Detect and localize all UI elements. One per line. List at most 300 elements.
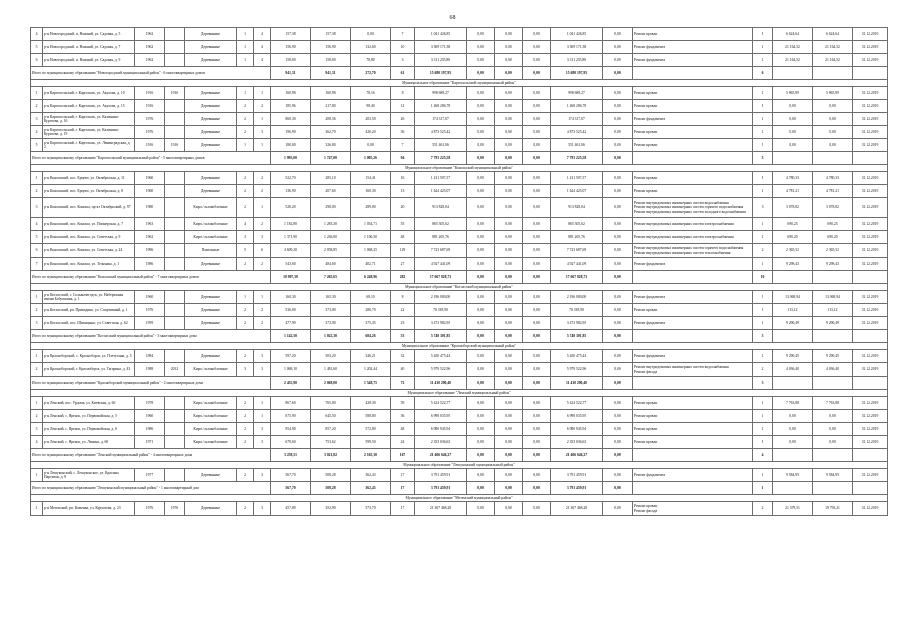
repair-cost: 1 268 286,78 — [415, 100, 467, 113]
fund-regional: 0,00 — [495, 291, 523, 304]
works-count: 1 — [753, 126, 773, 139]
works-count: 1 — [753, 87, 773, 100]
fund-local: 0,00 — [523, 54, 551, 67]
unit-cost — [773, 482, 813, 495]
total-area: 158,00 — [271, 54, 311, 67]
unit-cost: 9 290,49 — [773, 317, 813, 330]
living-area: 1 022,30 — [311, 330, 351, 343]
fund-federal: 0,00 — [467, 218, 495, 231]
entrances-count: 2 — [254, 185, 271, 198]
repair-cost: 913 828,04 — [415, 198, 467, 218]
completion-date: 31.12.2019 — [853, 502, 888, 516]
repair-works — [633, 218, 753, 231]
table-row — [31, 198, 888, 218]
row-number: 4 — [31, 28, 43, 41]
owners-funds: 3 311 235,80 — [551, 54, 603, 67]
owners-funds: 3 309 171,38 — [551, 41, 603, 54]
repair-cost: 70 318,90 — [415, 304, 467, 317]
other-funds: 0,00 — [603, 198, 633, 218]
works-count: 1 — [753, 291, 773, 304]
repair-cost: 11 430 290,40 — [415, 377, 467, 390]
fund-federal: 0,00 — [467, 423, 495, 436]
row-number: 1 — [31, 87, 43, 100]
total-row — [31, 449, 888, 462]
floors-count: 2 — [237, 317, 254, 330]
build-year: 1960 — [135, 172, 165, 185]
floors-count: 3 — [237, 363, 254, 377]
work-type: Ремонт фундамента — [634, 320, 666, 325]
living-area: 765,00 — [311, 397, 351, 410]
completion-date — [853, 449, 888, 462]
repair-works — [633, 28, 753, 41]
unit-cost — [773, 377, 813, 390]
last-repair-year: 1916 — [165, 87, 185, 100]
owned-area: 289,00 — [351, 198, 391, 218]
residents-count: 12 — [391, 100, 415, 113]
owned-area: 0,00 — [351, 28, 391, 41]
row-number: 6 — [31, 54, 43, 67]
unit-cost: 6 624,64 — [773, 28, 813, 41]
fund-regional: 0,00 — [495, 198, 523, 218]
max-unit-cost: 7 763,88 — [813, 397, 853, 410]
entrances-count: 2 — [254, 317, 271, 330]
repair-works — [633, 410, 753, 423]
build-year: 1976 — [135, 304, 165, 317]
fund-local: 0,00 — [523, 350, 551, 363]
owned-area: 2 165,30 — [351, 449, 391, 462]
residents-count: 59 — [391, 397, 415, 410]
owned-area: 1 068,25 — [351, 244, 391, 258]
other-funds: 0,00 — [603, 317, 633, 330]
total-label: Итого по муниципальному образованию "Новогородский муниципальный район" - 6 многоквартирных домов — [31, 67, 271, 80]
owned-area: 203,50 — [351, 113, 391, 126]
max-unit-cost: 21 164,52 — [813, 41, 853, 54]
house-address: р-н Ленский, пос. Урдома, ул. Киевская, д. 6б — [43, 397, 135, 410]
works-count: 6 — [753, 67, 773, 80]
max-unit-cost — [813, 152, 853, 165]
row-number: 5 — [31, 41, 43, 54]
total-row — [31, 152, 888, 165]
unit-cost: 21 379,51 — [773, 502, 813, 516]
other-funds: 0,00 — [603, 244, 633, 258]
repair-works — [633, 54, 753, 67]
section-title: Муниципальное образование "Коношский муниципальный район" — [31, 165, 888, 172]
work-type: Ремонт внутридомовых инженерных систем холодного водоснабжения — [634, 209, 746, 214]
living-area: 298,00 — [311, 198, 351, 218]
fund-regional: 0,00 — [495, 502, 523, 516]
completion-date: 31.12.2019 — [853, 231, 888, 244]
work-type: Ремонт внутридомовых инженерных систем теплоснабжения — [634, 250, 731, 255]
total-area: 136,90 — [271, 185, 311, 198]
section-header — [31, 284, 888, 291]
entrances-count: 1 — [254, 198, 271, 218]
owners-funds: 1 268 286,78 — [551, 100, 603, 113]
repair-cost: 21 307 468,28 — [415, 502, 467, 516]
max-unit-cost: 4 781,21 — [813, 185, 853, 198]
fund-federal: 0,00 — [467, 185, 495, 198]
house-address: р-н Котласский, рп. Приводино, ул. Спортивный, д. 1 — [43, 304, 135, 317]
table-row — [31, 185, 888, 198]
house-address: р-н Новогородский, п. Нижний, ул. Садовая, д. 7 — [43, 41, 135, 54]
repair-cost: 551 461,06 — [415, 139, 467, 152]
owned-area: 0,00 — [351, 139, 391, 152]
work-type: Ремонт кровли — [634, 142, 658, 147]
entrances-count: 2 — [254, 258, 271, 271]
other-funds: 0,00 — [603, 87, 633, 100]
fund-local: 0,00 — [523, 67, 551, 80]
fund-local: 0,00 — [523, 113, 551, 126]
owners-funds: 2 353 036,63 — [551, 436, 603, 449]
owned-area: 78,16 — [351, 87, 391, 100]
repair-cost: 2 196 000,00 — [415, 291, 467, 304]
total-area: 860,30 — [271, 113, 311, 126]
entrances-count: 2 — [254, 100, 271, 113]
repair-works — [633, 113, 753, 126]
repair-works — [633, 231, 753, 244]
total-row — [31, 271, 888, 284]
wall-material: Деревянные — [185, 41, 237, 54]
table-row — [31, 172, 888, 185]
unit-cost — [773, 67, 813, 80]
other-funds: 0,00 — [603, 139, 633, 152]
living-area: 3 021,82 — [311, 449, 351, 462]
table-row — [31, 436, 888, 449]
entrances-count: 3 — [254, 469, 271, 482]
table-row — [31, 350, 888, 363]
entrances-count: 3 — [254, 350, 271, 363]
unit-cost: 113,12 — [773, 304, 813, 317]
living-area: 857,20 — [311, 423, 351, 436]
max-unit-cost — [813, 377, 853, 390]
repair-cost: 174 317,07 — [415, 113, 467, 126]
section-title: Муниципальное образование "Ленский муниципальный район" — [31, 390, 888, 397]
floors-count: 2 — [237, 469, 254, 482]
last-repair-year: 2012 — [165, 363, 185, 377]
fund-regional: 0,00 — [495, 41, 523, 54]
residents-count: 72 — [391, 377, 415, 390]
completion-date: 31.12.2019 — [853, 41, 888, 54]
last-repair-year — [165, 218, 185, 231]
repair-works — [633, 198, 753, 218]
fund-federal: 0,00 — [467, 28, 495, 41]
work-type: Ремонт фундамента — [634, 44, 666, 49]
fund-federal: 0,00 — [467, 244, 495, 258]
other-funds: 0,00 — [603, 113, 633, 126]
wall-material: Кирп./ шлакоблочные — [185, 363, 237, 377]
living-area: 941,31 — [311, 67, 351, 80]
table-row — [31, 397, 888, 410]
total-area: 457,80 — [271, 502, 311, 516]
fund-federal: 0,00 — [467, 67, 495, 80]
other-funds: 0,00 — [603, 469, 633, 482]
floors-count: 2 — [237, 185, 254, 198]
wall-material: Деревянные — [185, 469, 237, 482]
completion-date: 31.12.2019 — [853, 469, 888, 482]
entrances-count: 4 — [254, 41, 271, 54]
house-address: р-н Мезенский, рп. Каменка, ул. Курчатова, д. 23 — [43, 502, 135, 516]
fund-federal: 0,00 — [467, 397, 495, 410]
other-funds: 0,00 — [603, 397, 633, 410]
last-repair-year — [165, 113, 185, 126]
work-type: Ремонт фундамента — [634, 353, 666, 358]
last-repair-year — [165, 304, 185, 317]
house-address: р-н Котласский, пос. Шипицыно, ул. Советская, д. 62 — [43, 317, 135, 330]
owned-area: 1 548,75 — [351, 377, 391, 390]
completion-date — [853, 152, 888, 165]
fund-local: 0,00 — [523, 363, 551, 377]
work-type: Ремонт фасада — [634, 369, 658, 374]
owners-funds: 5 450 475,44 — [551, 350, 603, 363]
max-unit-cost: 690,25 — [813, 218, 853, 231]
entrances-count: 2 — [254, 218, 271, 231]
fund-regional: 0,00 — [495, 139, 523, 152]
owned-area: 98,40 — [351, 100, 391, 113]
floors-count: 2 — [237, 304, 254, 317]
owners-funds: 7 793 225,58 — [551, 152, 603, 165]
house-address: р-н Новогородский, п. Нижний, ул. Садовая, д. 9 — [43, 54, 135, 67]
entrances-count: 1 — [254, 291, 271, 304]
repair-works — [633, 377, 753, 390]
residents-count: 8 — [391, 291, 415, 304]
repair-works — [633, 185, 753, 198]
completion-date — [853, 67, 888, 80]
other-funds: 0,00 — [603, 185, 633, 198]
fund-local: 0,00 — [523, 449, 551, 462]
table-row — [31, 126, 888, 139]
total-label: Итого по муниципальному образованию "Котласский муниципальный район" - 3 многоквартирных дома — [31, 330, 271, 343]
house-address: р-н Коношский, пос. Ерцево, ул. Октябрьская, д. 11 — [43, 172, 135, 185]
floors-count: 4 — [237, 218, 254, 231]
max-unit-cost: 13 069,94 — [813, 291, 853, 304]
work-type: Ремонт фундамента — [634, 57, 666, 62]
table-row — [31, 258, 888, 271]
wall-material: Панельные — [185, 244, 237, 258]
fund-federal: 0,00 — [467, 304, 495, 317]
owned-area: 280,70 — [351, 304, 391, 317]
total-label: Итого по муниципальному образованию "Каргопольский муниципальный район" - 5 многоквартирных домов — [31, 152, 271, 165]
last-repair-year — [165, 28, 185, 41]
floors-count: 2 — [237, 423, 254, 436]
other-funds: 0,00 — [603, 482, 633, 495]
repair-cost: 4 873 525,42 — [415, 126, 467, 139]
unit-cost: 4 781,21 — [773, 185, 813, 198]
total-area: 3 258,51 — [271, 449, 311, 462]
fund-federal: 0,00 — [467, 100, 495, 113]
repair-works — [633, 41, 753, 54]
repair-works — [633, 350, 753, 363]
living-area: 1 481,60 — [311, 363, 351, 377]
house-address: р-н Коношский, пос. Коноша, пр-кт Октябрьский, д. 97 — [43, 198, 135, 218]
table-row — [31, 100, 888, 113]
fund-federal: 0,00 — [467, 350, 495, 363]
works-count: 1 — [753, 482, 773, 495]
repair-works — [633, 397, 753, 410]
row-number: 3 — [31, 113, 43, 126]
fund-regional: 0,00 — [495, 423, 523, 436]
floors-count: 2 — [237, 100, 254, 113]
build-year: 1986 — [135, 258, 165, 271]
unit-cost: 4 780,33 — [773, 172, 813, 185]
row-number: 2 — [31, 410, 43, 423]
works-count: 1 — [753, 113, 773, 126]
owned-area: 132,60 — [351, 41, 391, 54]
owners-funds: 5 424 522,77 — [551, 397, 603, 410]
last-repair-year — [165, 410, 185, 423]
fund-local: 0,00 — [523, 152, 551, 165]
fund-local: 0,00 — [523, 410, 551, 423]
fund-federal: 0,00 — [467, 502, 495, 516]
fund-local: 0,00 — [523, 397, 551, 410]
wall-material: Деревянные — [185, 139, 237, 152]
entrances-count: 1 — [254, 410, 271, 423]
other-funds: 0,00 — [603, 28, 633, 41]
wall-material: Кирп./ шлакоблочные — [185, 436, 237, 449]
owned-area: 1 106,30 — [351, 231, 391, 244]
residents-count: 17 — [391, 502, 415, 516]
max-unit-cost: 9 290,49 — [813, 317, 853, 330]
row-number: 3 — [31, 198, 43, 218]
max-unit-cost — [813, 449, 853, 462]
work-type: Ремонт внутридомовых инженерных систем электроснабжения — [634, 221, 734, 226]
work-type: Ремонт кровли — [634, 400, 658, 405]
max-unit-cost: 0,00 — [813, 436, 853, 449]
other-funds: 0,00 — [603, 271, 633, 284]
total-area: 160,30 — [271, 291, 311, 304]
work-type: Ремонт фасада — [634, 508, 658, 513]
residents-count: 32 — [391, 350, 415, 363]
last-repair-year — [165, 423, 185, 436]
living-area: 1 283,30 — [311, 218, 351, 231]
floors-count: 2 — [237, 436, 254, 449]
works-count: 1 — [753, 100, 773, 113]
last-repair-year — [165, 244, 185, 258]
total-label: Итого по муниципальному образованию "Коношский муниципальный район" - 7 многоквартирных домов — [31, 271, 271, 284]
repair-works — [633, 449, 753, 462]
fund-federal: 0,00 — [467, 54, 495, 67]
fund-local: 0,00 — [523, 502, 551, 516]
max-unit-cost — [813, 482, 853, 495]
unit-cost: 13 069,94 — [773, 291, 813, 304]
repair-works — [633, 244, 753, 258]
max-unit-cost: 4 780,33 — [813, 172, 853, 185]
row-number: 1 — [31, 291, 43, 304]
repair-works — [633, 100, 753, 113]
build-year: 1916 — [135, 87, 165, 100]
total-area: 477,90 — [271, 317, 311, 330]
fund-regional: 0,00 — [495, 185, 523, 198]
owned-area: 362,43 — [351, 469, 391, 482]
unit-cost: 9 298,43 — [773, 258, 813, 271]
floors-count: 2 — [237, 258, 254, 271]
total-area: 567,70 — [271, 482, 311, 495]
owned-area: 362,43 — [351, 482, 391, 495]
repair-cost: 3 791 459,91 — [415, 469, 467, 482]
living-area: 362,70 — [311, 126, 351, 139]
unit-cost — [773, 271, 813, 284]
table-row — [31, 244, 888, 258]
total-label: Итого по муниципальному образованию "Ленский муниципальный район" - 4 многоквартирных дома — [31, 449, 271, 462]
table-row — [31, 291, 888, 304]
other-funds: 0,00 — [603, 172, 633, 185]
max-unit-cost: 690,20 — [813, 231, 853, 244]
house-address: р-н Каргопольский, г. Каргополь, ул. Калинина-Куратова, д. 16 — [43, 113, 135, 126]
living-area: 7 265,65 — [311, 271, 351, 284]
repair-works — [633, 304, 753, 317]
repair-works — [633, 271, 753, 284]
build-year: 1996 — [135, 244, 165, 258]
max-unit-cost: 3 078,82 — [813, 198, 853, 218]
row-number: 1 — [31, 397, 43, 410]
living-area: 326,80 — [311, 139, 351, 152]
page-number: 68 — [449, 15, 456, 21]
repair-cost: 5 450 475,44 — [415, 350, 467, 363]
last-repair-year — [165, 469, 185, 482]
floors-count: 2 — [237, 126, 254, 139]
row-number: 4 — [31, 436, 43, 449]
section-header — [31, 390, 888, 397]
works-count: 2 — [753, 363, 773, 377]
completion-date: 31.12.2019 — [853, 87, 888, 100]
fund-regional: 0,00 — [495, 363, 523, 377]
total-area: 1 068,10 — [271, 363, 311, 377]
completion-date: 31.12.2019 — [853, 126, 888, 139]
fund-regional: 0,00 — [495, 330, 523, 343]
repair-works — [633, 126, 753, 139]
completion-date: 31.12.2019 — [853, 350, 888, 363]
completion-date: 31.12.2019 — [853, 54, 888, 67]
entrances-count: 1 — [254, 87, 271, 100]
entrances-count: 3 — [254, 436, 271, 449]
fund-federal: 0,00 — [467, 449, 495, 462]
completion-date: 31.12.2019 — [853, 198, 888, 218]
work-type: Ремонт фундамента — [634, 294, 666, 299]
fund-federal: 0,00 — [467, 172, 495, 185]
owned-area: 420,20 — [351, 126, 391, 139]
section-header — [31, 495, 888, 502]
works-count: 1 — [753, 172, 773, 185]
owners-funds: 70 318,90 — [551, 304, 603, 317]
table-row — [31, 139, 888, 152]
floors-count: 2 — [237, 198, 254, 218]
other-funds: 0,00 — [603, 363, 633, 377]
floors-count: 2 — [237, 113, 254, 126]
fund-local: 0,00 — [523, 139, 551, 152]
floors-count: 1 — [237, 54, 254, 67]
total-row — [31, 330, 888, 343]
build-year: 1960 — [135, 185, 165, 198]
section-title: Муниципальное образование "Котласский муниципальный район" — [31, 284, 888, 291]
residents-count: 8 — [391, 87, 415, 100]
unit-cost: 9 584,95 — [773, 469, 813, 482]
floors-count: 3 — [237, 231, 254, 244]
works-count: 5 — [753, 152, 773, 165]
max-unit-cost: 0,00 — [813, 100, 853, 113]
residents-count: 20 — [391, 198, 415, 218]
unit-cost — [773, 152, 813, 165]
max-unit-cost — [813, 67, 853, 80]
wall-material: Деревянные — [185, 100, 237, 113]
fund-regional: 0,00 — [495, 152, 523, 165]
build-year: 1984 — [135, 350, 165, 363]
living-area: 156,90 — [311, 41, 351, 54]
fund-regional: 0,00 — [495, 469, 523, 482]
repair-works — [633, 139, 753, 152]
works-count: 1 — [753, 397, 773, 410]
floors-count: 1 — [237, 41, 254, 54]
owners-funds: 2 196 000,00 — [551, 291, 603, 304]
house-address: р-н Коношский, пос. Коноша, ул. Советская, д. 24 — [43, 244, 135, 258]
table-row — [31, 317, 888, 330]
